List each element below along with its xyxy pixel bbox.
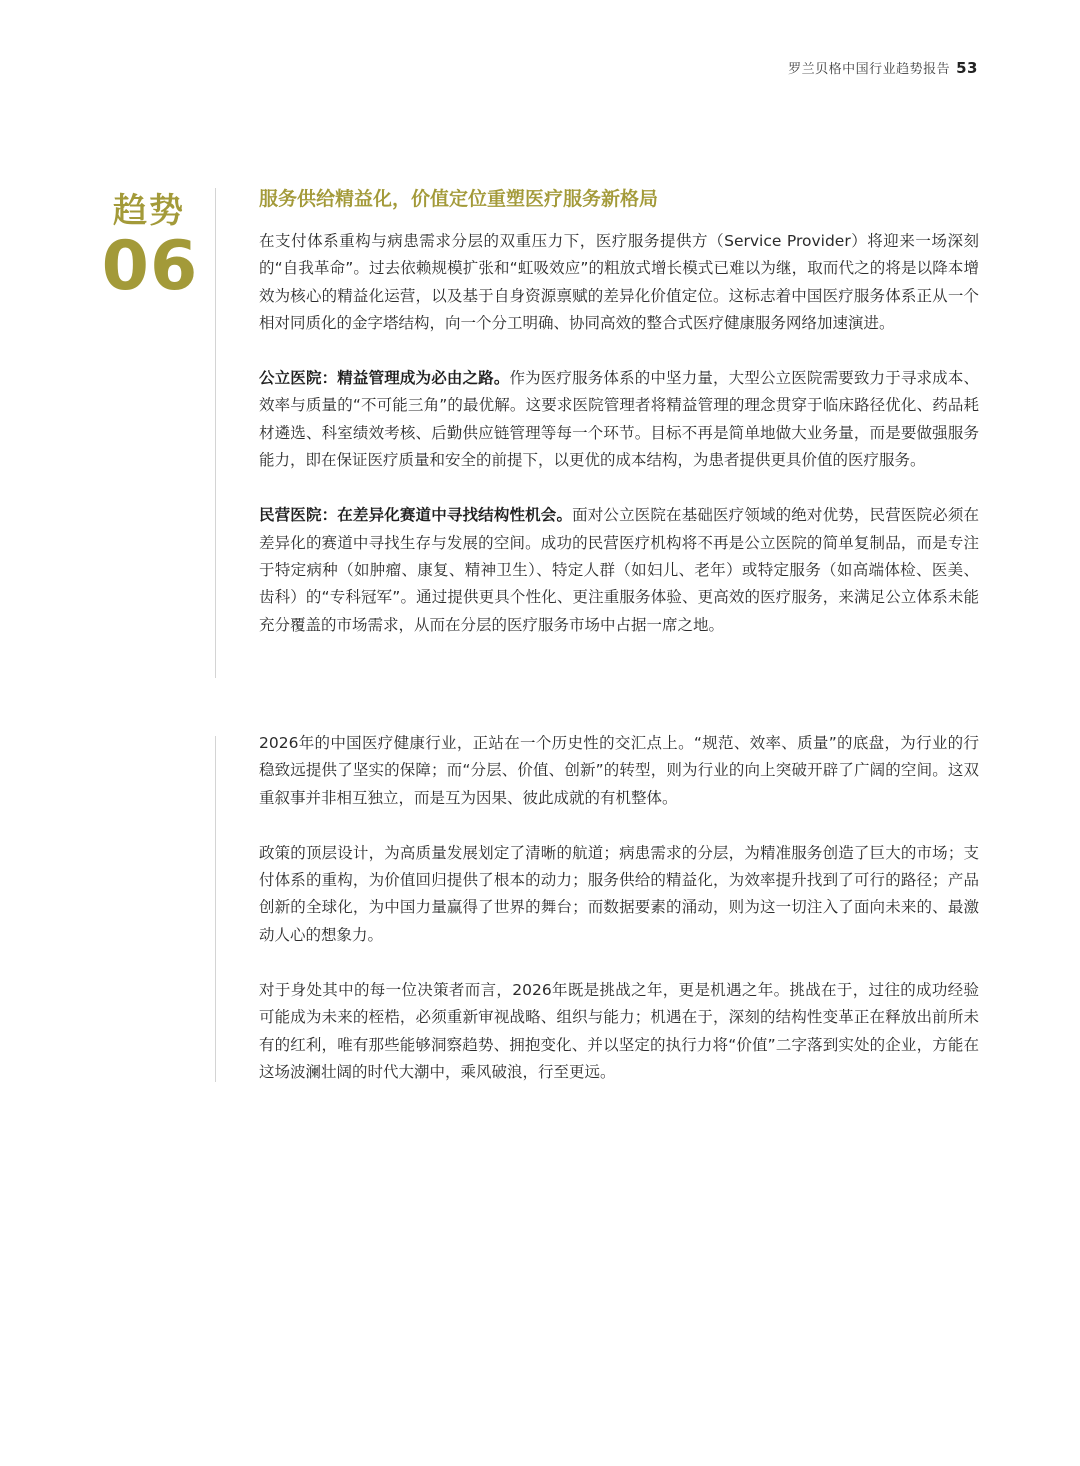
conclusion-paragraph: 对于身处其中的每一位决策者而言，2026年既是挑战之年，更是机遇之年。挑战在于，过往的成功经验可能成为未来的桎梏，必须重新审视战略、组织与能力；机遇在于，深刻的结构性变革正在释放出前所未有的红利，唯有那些能够洞察趋势、拥抱变化、并以坚定的执行力将“价值”二字落到实处的企业，方能在这场波澜壮阔的时代大潮中，乘风破浪，行至更远。	[259, 981, 979, 1081]
paragraph-lead: 民营医院：在差异化赛道中寻找结构性机会。	[259, 506, 573, 525]
section-paragraph	[259, 502, 979, 638]
trend-section	[259, 187, 979, 639]
page-number: 53	[956, 59, 978, 77]
report-title: 罗兰贝格中国行业趋势报告	[788, 62, 951, 77]
conclusion-divider-line	[215, 736, 216, 1082]
paragraph-text: 面对公立医院在基础医疗领域的绝对优势，民营医院必须在差异化的赛道中寻找生存与发展的空间。成功的民营医疗机构将不再是公立医院的简单复制品，而是专注于特定病种（如肿瘤、康复、精神卫生）、特定人群（如妇儿、老年）或特定服务（如高端体检、医美、齿科）的“专科冠军”。通过提供更具个性化、更注重服务体验、更高效的医疗服务，来满足公立体系未能充分覆盖的市场需求，从而在分层的医疗服务市场中占据一席之地。	[259, 506, 979, 634]
trend-number: 06	[101, 227, 199, 306]
section-paragraph	[259, 365, 979, 474]
trend-label: 趋势	[113, 191, 185, 231]
section-title: 服务供给精益化，价值定位重塑医疗服务新格局	[259, 188, 659, 210]
conclusion-section	[259, 730, 979, 1086]
paragraph-lead: 公立医院：精益管理成为必由之路。	[259, 369, 510, 388]
conclusion-paragraph: 政策的顶层设计，为高质量发展划定了清晰的航道；病患需求的分层，为精准服务创造了巨大的市场；支付体系的重构，为价值回归提供了根本的动力；服务供给的精益化，为效率提升找到了可行的路径；产品创新的全球化，为中国力量赢得了世界的舞台；而数据要素的涌动，则为这一切注入了面向未来的、最激动人心的想象力。	[259, 843, 979, 944]
section-divider-line	[215, 188, 216, 678]
paragraph-text: 作为医疗服务体系的中坚力量，大型公立医院需要致力于寻求成本、效率与质量的“不可能三角”的最优解。这要求医院管理者将精益管理的理念贯穿于临床路径优化、药品耗材遴选、科室绩效考核、后勤供应链管理等每一个环节。目标不再是简单地做大业务量，而是要做强服务能力，即在保证医疗质量和安全的前提下，以更优的成本结构，为患者提供更具价值的医疗服务。	[259, 369, 979, 470]
conclusion-paragraph: 2026年的中国医疗健康行业，正站在一个历史性的交汇点上。“规范、效率、质量”的底盘，为行业的行稳致远提供了坚实的保障；而“分层、价值、创新”的转型，则为行业的向上突破开辟了广阔的空间。这双重叙事并非相互独立，而是互为因果、彼此成就的有机整体。	[259, 734, 979, 807]
running-header	[788, 58, 978, 77]
paragraph-text: 在支付体系重构与病患需求分层的双重压力下，医疗服务提供方（Service Provider）将迎来一场深刻的“自我革命”。过去依赖规模扩张和“虹吸效应”的粗放式增长模式已难以为继，取而代之的将是以降本增效为核心的精益化运营，以及基于自身资源禀赋的差异化价值定位。这标志着中国医疗服务体系正从一个相对同质化的金字塔结构，向一个分工明确、协同高效的整合式医疗健康服务网络加速演进。	[259, 232, 979, 332]
section-paragraph	[259, 228, 979, 337]
